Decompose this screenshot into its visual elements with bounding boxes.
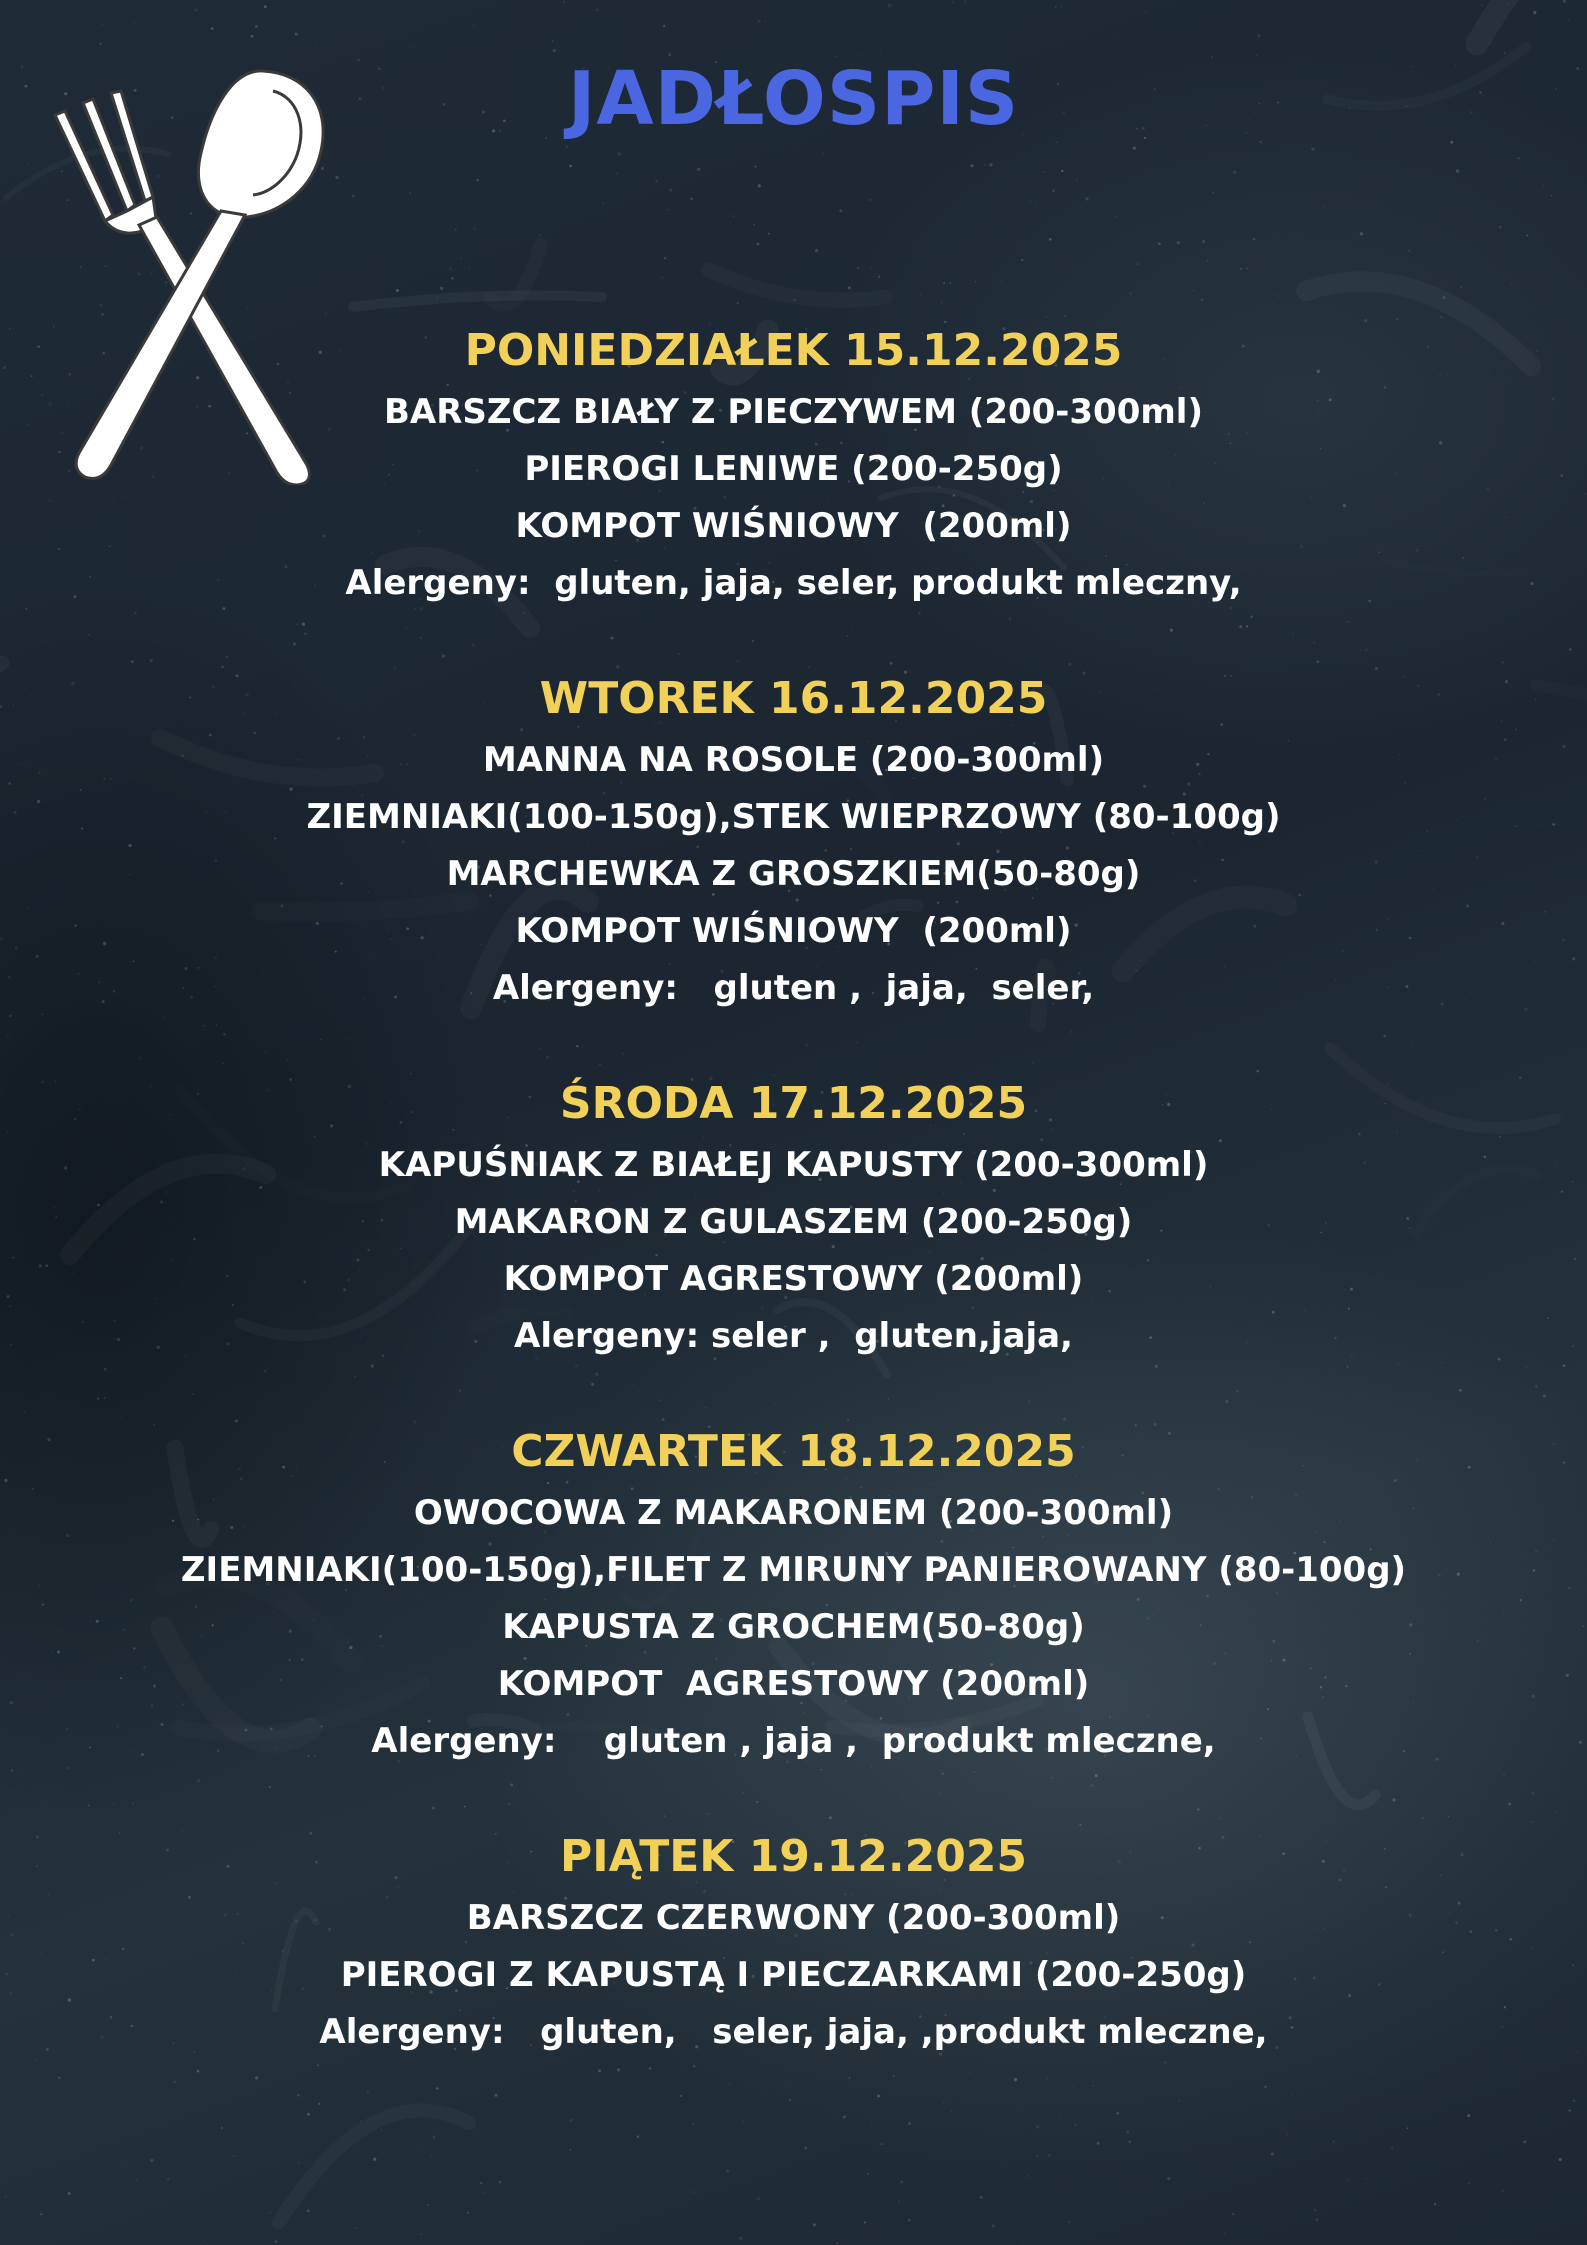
menu-list — [0, 318, 1587, 2061]
allergens-line: Alergeny: gluten, jaja, seler, produkt mleczny, — [345, 563, 1242, 603]
day-friday — [0, 1824, 1587, 2061]
day-heading: PONIEDZIAŁEK 15.12.2025 — [464, 325, 1123, 376]
dish-item: MARCHEWKA Z GROSZKIEM(50-80g) — [446, 854, 1141, 894]
dish-item: KOMPOT WIŚNIOWY (200ml) — [515, 911, 1072, 951]
dish-item: PIEROGI LENIWE (200-250g) — [524, 449, 1063, 489]
dish-item: KOMPOT AGRESTOWY (200ml) — [497, 1664, 1090, 1704]
dish-item: MAKARON Z GULASZEM (200-250g) — [454, 1202, 1133, 1242]
day-thursday — [0, 1419, 1587, 1770]
dish-item: BARSZCZ CZERWONY (200-300ml) — [466, 1898, 1121, 1938]
dish-item: KOMPOT WIŚNIOWY (200ml) — [515, 506, 1072, 546]
dish-item: KAPUŚNIAK Z BIAŁEJ KAPUSTY (200-300ml) — [378, 1145, 1209, 1185]
day-monday — [0, 318, 1587, 612]
dish-item: KAPUSTA Z GROCHEM(50-80g) — [502, 1607, 1085, 1647]
day-heading: PIĄTEK 19.12.2025 — [559, 1831, 1028, 1882]
allergens-line: Alergeny: gluten , jaja, seler, — [492, 968, 1095, 1008]
dish-item: KOMPOT AGRESTOWY (200ml) — [503, 1259, 1084, 1299]
dish-item: PIEROGI Z KAPUSTĄ I PIECZARKAMI (200-250g) — [340, 1955, 1247, 1995]
day-wednesday — [0, 1071, 1587, 1365]
dish-item: ZIEMNIAKI(100-150g),STEK WIEPRZOWY (80-100g) — [306, 797, 1281, 837]
allergens-line: Alergeny: gluten, seler, jaja, ,produkt mleczne, — [319, 2012, 1268, 2052]
dish-item: BARSZCZ BIAŁY Z PIECZYWEM (200-300ml) — [384, 392, 1203, 432]
day-heading: WTOREK 16.12.2025 — [539, 673, 1048, 724]
allergens-line: Alergeny: seler , gluten,jaja, — [514, 1316, 1073, 1356]
page-title: JADŁOSPIS — [567, 56, 1020, 142]
dish-item: OWOCOWA Z MAKARONEM (200-300ml) — [413, 1493, 1174, 1533]
dish-item: MANNA NA ROSOLE (200-300ml) — [482, 740, 1105, 780]
day-heading: ŚRODA 17.12.2025 — [559, 1078, 1028, 1129]
day-heading: CZWARTEK 18.12.2025 — [511, 1426, 1076, 1477]
dish-item: ZIEMNIAKI(100-150g),FILET Z MIRUNY PANIEROWANY (80-100g) — [180, 1550, 1407, 1590]
allergens-line: Alergeny: gluten , jaja , produkt mleczne, — [371, 1721, 1216, 1761]
day-tuesday — [0, 666, 1587, 1017]
